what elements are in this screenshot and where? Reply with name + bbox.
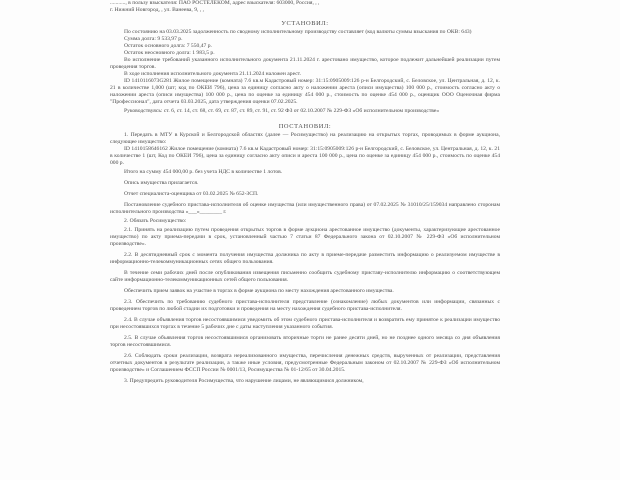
paragraph-notify: В течение семи рабочих дней после опубликования извещения письменно сообщить судебному приставу-исполнителю информацию о соответствующем сайте информационно-телекоммуникационных сетей общего пользования. — [110, 270, 500, 283]
paragraph-arrest: Во исполнение требований указанного исполнительного документа 21.11.2024 г. арестовано имущество, которое подлежит дальнейшей реализации путем проведения торгов. — [110, 57, 500, 70]
top-line-2: г. Нижний Новгород, , ул. Ванеева, 9, , , — [110, 7, 204, 13]
paragraph-appraisal-decree: Постановление судебного пристава-исполнителя об оценке имущества (или имущественного права) от 07.02.2025 № 31010/25/159034 направлено сторонам исполнительного производства «___»________ г. — [110, 202, 500, 215]
paragraph-applications: Обеспечить прием заявок на участие в торгах в форме аукциона по месту нахождения арестованного имущества. — [124, 288, 394, 294]
paragraph-2-3: 2.3. Обеспечить по требованию судебного пристава-исполнителя представление (ознакомление) любых документов или информации, связанных с проведением торгов по любой стадии их подготовки и проведения на месту нахождения судебного пристава-исполнителя. — [110, 299, 500, 312]
paragraph-2-6: 2.6. Соблюдать сроки реализации, возврата нереализованного имущества, перечисления денежных средств, вырученных от реализации, представления отчетных документов в результате реализации, а также иные условия, предусмотренные Федеральным законом от 02.10.2007 № 229-ФЗ «Об исполнительном производстве» и Соглашением ФССП России № 0001/13, Росимущества № 01-12/65 от 30.04.2015. — [110, 353, 500, 373]
paragraph-property-id: ID 1410116073G281 Жилое помещение (комната) 7.6 кв.м Кадастровый номер: 31:15:0905009:126 р-н Белгородский, с. Беловское, ул. Центральная, д. 12, к. 21 в количестве 1,000 (шт; код по ОКЕИ 796), цена за единицу согласно акту о наложении ареста (описи имущества) 100 000 р., стоимость согласно акту о наложении ареста (описи имущества) 100 000 р., цена по оценке за единицу 454 000 р., стоимость по оценке 454 000 р., оценщик ООО Оценочная фирма "Профессионал", дата отчета 03.03.2025, дата утверждения оценки 07.02.2025. — [110, 78, 500, 105]
paragraph-property-lot: ID 1410158646162 Жилое помещение (комната) 7.6 кв.м Кадастровый номер: 31:15:0905009:126 р-н Белгородский, с. Беловское, ул. Центральная, д. 12, к. 21 в количестве 1 (шт, Код по ОКЕИ 796), цена за единицу согласно акту описи и ареста 100 000 р., цена по оценке за единицу 454 000 р., стоимость по оценке 454 000 р. — [110, 146, 500, 166]
paragraph-arrest-date: В ходе исполнения исполнительного документа 21.11.2024 наложен арест. — [124, 71, 302, 77]
paragraph-2-2: 2.2. В десятидневный срок с момента получения имущества должника по акту в приеме-передаче разместить информацию о реализуемом имуществе в информационно-телекоммуникационных сетях общего пользования. — [110, 252, 500, 265]
paragraph-2-1: 2.1. Принять на реализацию путем проведения открытых торгов в форме аукциона арестованное имущество (документы, характеризующие арестованное имущество) по акту приема-передачи в срок, установленный частью 7 статьи 87 Федерального закона от 02.10.2007 № 229-ФЗ «Об исполнительном производстве». — [110, 227, 500, 247]
paragraph-transfer: 1. Передать в МТУ в Курской и Белгородской областях (далее — Росимущество) на реализацию на открытых торгах, проводимых в форме аукциона, следующее имущество: — [110, 132, 500, 145]
paragraph-inventory: Опись имущества прилагается. — [124, 180, 199, 186]
top-line-1: ..........., в пользу взыскателя: ПАО РОСТЕЛЕКОМ, адрес взыскателя: 603000, Россия, , , — [110, 0, 320, 6]
paragraph-legal-basis: Руководствуясь: ст. 6, ст. 14, ст. 68, ст. 69, ст. 87, ст. 89, ст. 91, ст. 92 ФЗ от 02.10.2007 № 229-ФЗ «Об исполнительном производстве» — [124, 108, 440, 114]
heading-ustanovil: УСТАНОВИЛ: — [281, 20, 329, 27]
paragraph-3: 3. Предупредить руководителя Росимущества, что нарушение лицами, не являющимися должником, — [124, 378, 364, 384]
paragraph-oblige: 2. Обязать Росимущество: — [124, 218, 187, 224]
heading-postanovil: ПОСТАНОВИЛ: — [278, 123, 332, 130]
document-body — [110, 0, 500, 385]
paragraph-2-5: 2.5. В случае объявления торгов несостоявшимися организовать вторичные торги не ранее десяти дней, но не позднее одного месяца со дня объявления торгов несостоявшимися. — [110, 335, 500, 348]
paragraph-appraiser-report: Отчет специалиста-оценщика от 03.02.2025 № 652-ЗСП. — [124, 191, 259, 197]
paragraph-debt-status: По состоянию на 03.03.2025 задолженность по сводному исполнительному производству составляет (код валюты суммы взыскания по ОКВ: 643) — [124, 29, 472, 35]
debt-principal: Остаток основного долга: 7 550,47 р. — [124, 43, 212, 49]
paragraph-total: Итого на сумму 454 000,00 р. без учета НДС в количестве 1 лотов. — [124, 169, 283, 175]
debt-nonprincipal: Остаток неосновного долга: 1 983,5 р. — [124, 50, 215, 56]
paragraph-2-4: 2.4. В случае объявления торгов несостоявшимися уведомить об этом судебного пристава-исполнителя и возвратить ему принятое к реализации имущество при несостоявшихся торгах в течение 5 рабочих дне с даты наступления указанного события. — [110, 317, 500, 330]
debt-sum: Сумма долга: 9 533,97 р. — [124, 36, 183, 42]
